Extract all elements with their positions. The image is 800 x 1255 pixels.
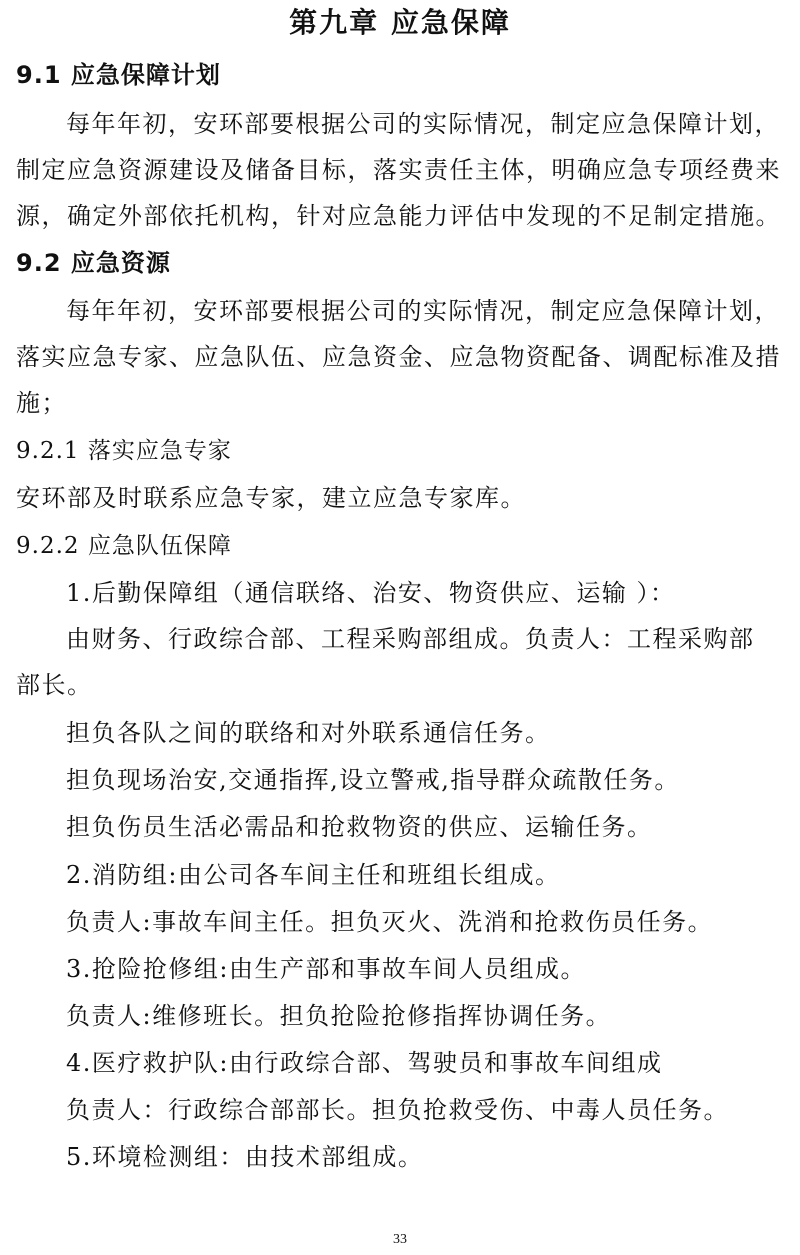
paragraph-line: 负责人:维修班长。担负抢险抢修指挥协调任务。 [66, 1002, 612, 1030]
list-item: 1.后勤保障组（通信联络、治安、物资供应、运输 ）： [66, 579, 676, 607]
chapter-title: 第九章 应急保障 [289, 6, 511, 39]
paragraph-line: 由财务、行政综合部、工程采购部组成。负责人：工程采购部 [66, 625, 755, 653]
paragraph-line: 安环部及时联系应急专家，建立应急专家库。 [16, 484, 526, 512]
list-item: 3.抢险抢修组:由生产部和事故车间人员组成。 [66, 955, 586, 983]
paragraph-line: 施； [16, 389, 67, 417]
paragraph-line: 落实应急专家、应急队伍、应急资金、应急物资配备、调配标准及措 [16, 343, 781, 371]
subsection-heading-9-2-2: 9.2.2 应急队伍保障 [16, 533, 232, 559]
section-heading-9-2: 9.2 应急资源 [16, 249, 171, 277]
paragraph-line: 每年年初，安环部要根据公司的实际情况，制定应急保障计划， [66, 297, 780, 325]
paragraph-line: 担负各队之间的联络和对外联系通信任务。 [66, 719, 551, 747]
paragraph-line: 负责人:事故车间主任。担负灭火、洗消和抢救伤员任务。 [66, 908, 714, 936]
subsection-heading-9-2-1: 9.2.1 落实应急专家 [16, 438, 232, 464]
list-item: 4.医疗救护队:由行政综合部、驾驶员和事故车间组成 [66, 1049, 663, 1077]
paragraph-line: 每年年初，安环部要根据公司的实际情况，制定应急保障计划， [66, 110, 780, 138]
page-number: 33 [393, 1232, 407, 1247]
paragraph-line: 担负现场治安,交通指挥,设立警戒,指导群众疏散任务。 [66, 766, 680, 794]
paragraph-line: 负责人：行政综合部部长。担负抢救受伤、中毒人员任务。 [66, 1096, 729, 1124]
list-item: 5.环境检测组：由技术部组成。 [66, 1143, 424, 1171]
list-item: 2.消防组:由公司各车间主任和班组长组成。 [66, 861, 561, 889]
paragraph-line: 部长。 [16, 671, 93, 699]
paragraph-line: 制定应急资源建设及储备目标，落实责任主体，明确应急专项经费来 [16, 156, 781, 184]
section-heading-9-1: 9.1 应急保障计划 [16, 61, 221, 89]
paragraph-line: 源，确定外部依托机构，针对应急能力评估中发现的不足制定措施。 [16, 202, 781, 230]
paragraph-line: 担负伤员生活必需品和抢救物资的供应、运输任务。 [66, 813, 653, 841]
